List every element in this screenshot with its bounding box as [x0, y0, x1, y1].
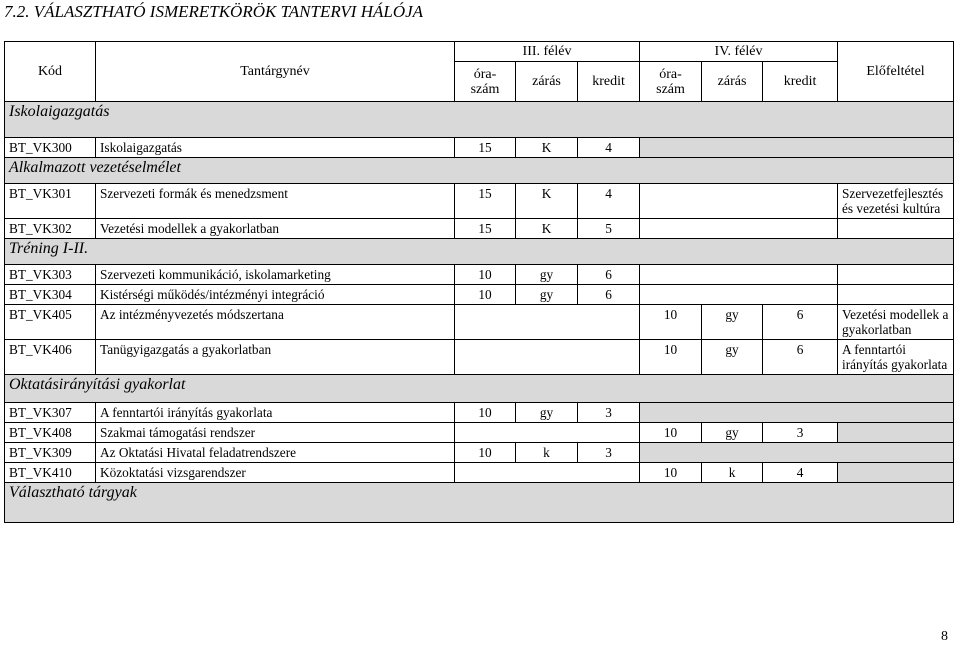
- section-title: Választható tárgyak: [5, 483, 954, 523]
- credit-sem3: 6: [578, 285, 640, 305]
- hours-sem3: 10: [455, 443, 516, 463]
- exam-sem4: gy: [702, 340, 763, 375]
- table-row: [5, 463, 954, 483]
- course-name: Szervezeti formák és menedzsment: [96, 184, 455, 219]
- header-exam-4: zárás: [702, 62, 763, 102]
- empty-cell: [455, 305, 640, 340]
- exam-sem4: gy: [702, 305, 763, 340]
- header-credit-4: kredit: [763, 62, 838, 102]
- table-row: [5, 423, 954, 443]
- prerequisite: A fenntartói irányítás gyakorlata: [838, 340, 954, 375]
- credit-sem3: 4: [578, 138, 640, 158]
- hours-sem3: 15: [455, 184, 516, 219]
- curriculum-table: [4, 41, 954, 523]
- header-row-1: [5, 42, 954, 62]
- table-row: [5, 265, 954, 285]
- empty-cell: [640, 285, 838, 305]
- course-name: Iskolaigazgatás: [96, 138, 455, 158]
- table-row: [5, 340, 954, 375]
- hours-sem3: 10: [455, 403, 516, 423]
- header-hours-4-line1: óra-: [659, 66, 682, 82]
- section-title: Tréning I-II.: [5, 239, 954, 265]
- page-number: 8: [941, 629, 948, 644]
- course-code: BT_VK304: [5, 285, 96, 305]
- course-code: BT_VK300: [5, 138, 96, 158]
- course-name: Szervezeti kommunikáció, iskolamarketing: [96, 265, 455, 285]
- header-credit-3: kredit: [578, 62, 640, 102]
- hours-sem4: 10: [640, 305, 702, 340]
- prerequisite: [838, 265, 954, 285]
- table-row: [5, 219, 954, 239]
- header-hours-4: [640, 62, 702, 102]
- section-title: Alkalmazott vezetéselmélet: [5, 158, 954, 184]
- prerequisite: Szervezetfejlesztés és vezetési kultúra: [838, 184, 954, 219]
- empty-grey-cell: [640, 403, 954, 423]
- table-row: [5, 403, 954, 423]
- empty-grey-cell: [640, 443, 954, 463]
- header-hours-3: [455, 62, 516, 102]
- exam-sem4: k: [702, 463, 763, 483]
- exam-sem3: k: [516, 443, 578, 463]
- header-code: Kód: [5, 42, 96, 102]
- exam-sem4: gy: [702, 423, 763, 443]
- prerequisite: Vezetési modellek a gyakorlatban: [838, 305, 954, 340]
- course-code: BT_VK405: [5, 305, 96, 340]
- hours-sem3: 10: [455, 265, 516, 285]
- hours-sem3: 15: [455, 138, 516, 158]
- header-hours-4-line2: szám: [656, 81, 685, 97]
- hours-sem3: 10: [455, 285, 516, 305]
- section-row: [5, 158, 954, 184]
- exam-sem3: K: [516, 219, 578, 239]
- header-hours-3-line1: óra-: [473, 66, 497, 82]
- course-name: Szakmai támogatási rendszer: [96, 423, 455, 443]
- course-name: Közoktatási vizsgarendszer: [96, 463, 455, 483]
- course-code: BT_VK301: [5, 184, 96, 219]
- course-code: BT_VK303: [5, 265, 96, 285]
- course-name: Az intézményvezetés módszertana: [96, 305, 455, 340]
- section-title: Iskolaigazgatás: [5, 102, 954, 138]
- credit-sem3: 5: [578, 219, 640, 239]
- credit-sem4: 6: [763, 305, 838, 340]
- header-semester-3: III. félév: [455, 42, 640, 62]
- table-row: [5, 443, 954, 463]
- exam-sem3: gy: [516, 285, 578, 305]
- empty-grey-cell: [838, 423, 954, 443]
- course-code: BT_VK309: [5, 443, 96, 463]
- hours-sem3: 15: [455, 219, 516, 239]
- credit-sem3: 6: [578, 265, 640, 285]
- header-name: Tantárgynév: [96, 42, 455, 102]
- page-heading: 7.2. VÁLASZTHATÓ ISMERETKÖRÖK TANTERVI HÁLÓJA: [4, 2, 424, 21]
- hours-sem4: 10: [640, 340, 702, 375]
- table-row: [5, 305, 954, 340]
- exam-sem3: gy: [516, 403, 578, 423]
- credit-sem4: 6: [763, 340, 838, 375]
- course-code: BT_VK410: [5, 463, 96, 483]
- exam-sem3: K: [516, 184, 578, 219]
- course-name: Vezetési modellek a gyakorlatban: [96, 219, 455, 239]
- course-code: BT_VK408: [5, 423, 96, 443]
- credit-sem3: 3: [578, 403, 640, 423]
- table-row: [5, 285, 954, 305]
- empty-grey-cell: [838, 463, 954, 483]
- credit-sem4: 3: [763, 423, 838, 443]
- credit-sem4: 4: [763, 463, 838, 483]
- prerequisite: [838, 219, 954, 239]
- course-name: Az Oktatási Hivatal feladatrendszere: [96, 443, 455, 463]
- exam-sem3: K: [516, 138, 578, 158]
- header-hours-3-line2: szám: [470, 81, 500, 97]
- empty-cell: [455, 463, 640, 483]
- credit-sem3: 4: [578, 184, 640, 219]
- hours-sem4: 10: [640, 463, 702, 483]
- empty-grey-cell: [640, 138, 954, 158]
- course-code: BT_VK307: [5, 403, 96, 423]
- header-exam-3: zárás: [516, 62, 578, 102]
- empty-cell: [640, 184, 838, 219]
- section-title: Oktatásirányítási gyakorlat: [5, 375, 954, 403]
- table-row: [5, 184, 954, 219]
- course-name: A fenntartói irányítás gyakorlata: [96, 403, 455, 423]
- empty-cell: [455, 340, 640, 375]
- course-name: Kistérségi működés/intézményi integráció: [96, 285, 455, 305]
- exam-sem3: gy: [516, 265, 578, 285]
- credit-sem3: 3: [578, 443, 640, 463]
- prerequisite: [838, 285, 954, 305]
- section-row: [5, 102, 954, 138]
- section-row: [5, 239, 954, 265]
- course-code: BT_VK302: [5, 219, 96, 239]
- hours-sem4: 10: [640, 423, 702, 443]
- table-row: [5, 138, 954, 158]
- course-code: BT_VK406: [5, 340, 96, 375]
- empty-cell: [455, 423, 640, 443]
- header-semester-4: IV. félév: [640, 42, 838, 62]
- empty-cell: [640, 265, 838, 285]
- empty-cell: [640, 219, 838, 239]
- course-name: Tanügyigazgatás a gyakorlatban: [96, 340, 455, 375]
- header-prerequisite: Előfeltétel: [838, 42, 954, 102]
- section-row: [5, 375, 954, 403]
- section-row: [5, 483, 954, 523]
